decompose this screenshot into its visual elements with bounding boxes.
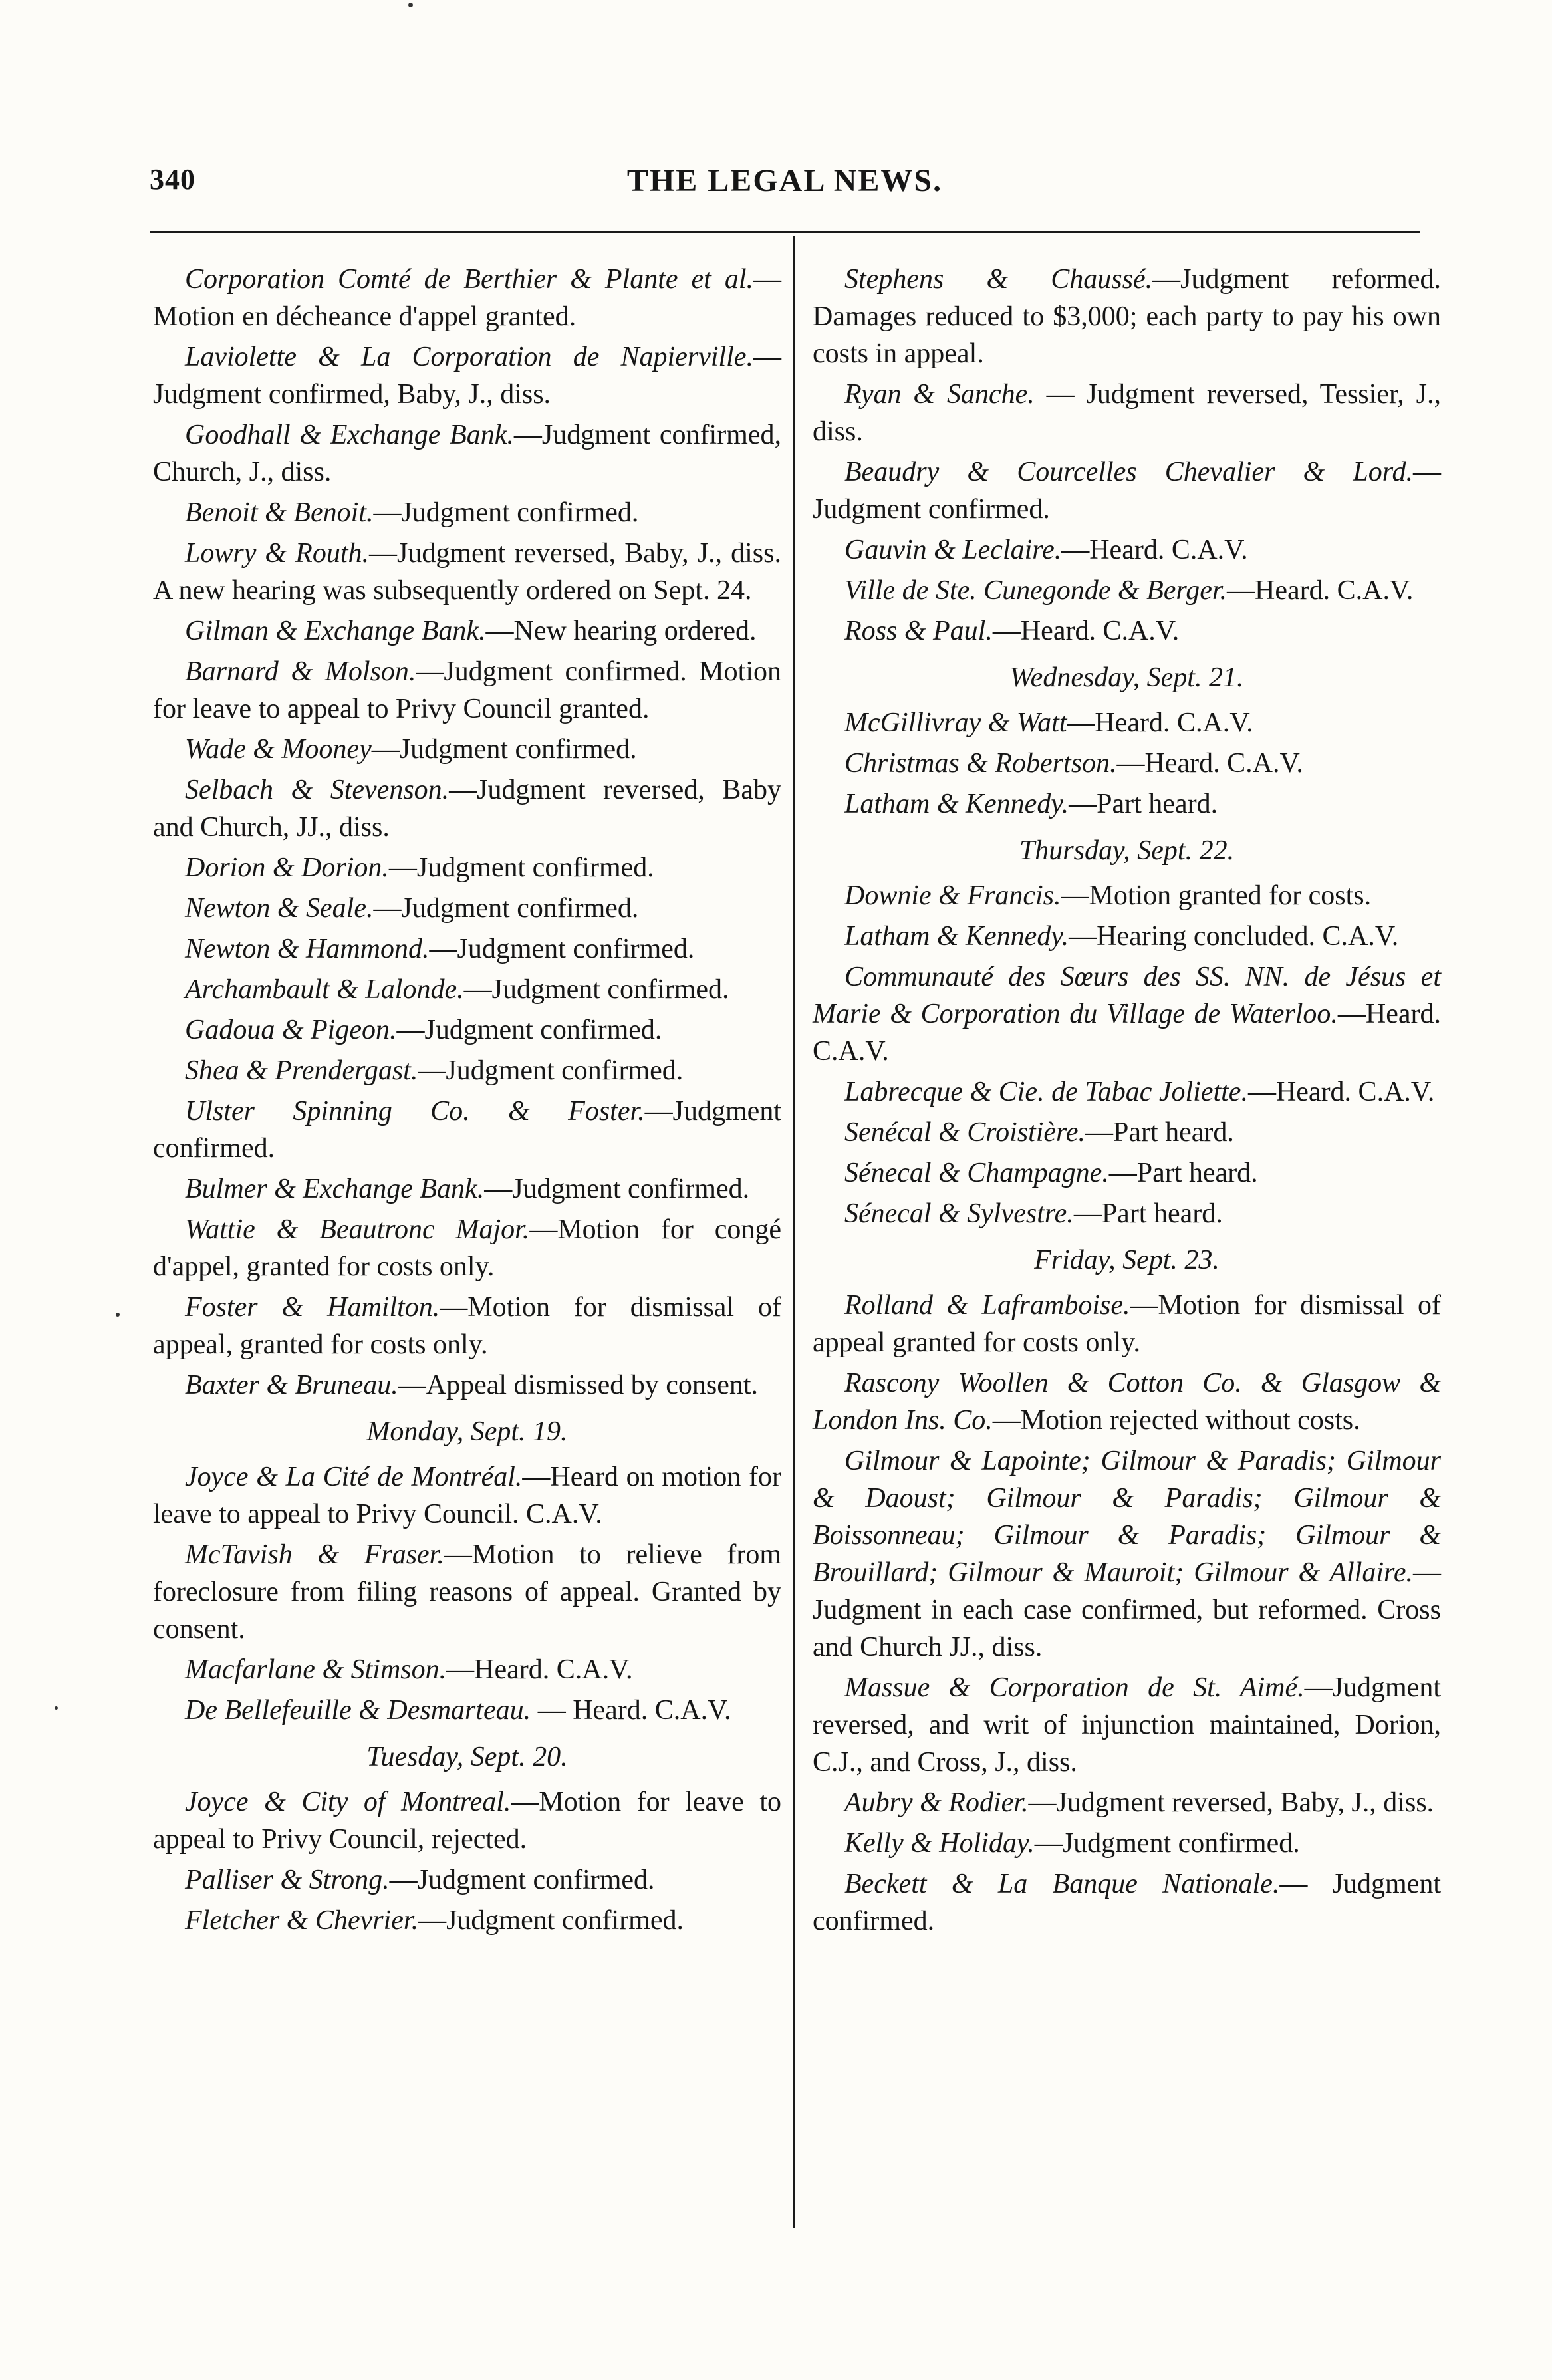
ruling-text: —Judgment reversed, Baby and Church, JJ., diss.: [153, 775, 781, 843]
case-entry: [153, 1458, 781, 1533]
case-entry: [153, 416, 781, 491]
ruling-text: —Appeal dismissed by consent.: [398, 1370, 759, 1400]
case-name: Downie & Francis.: [844, 880, 1061, 911]
ruling-text: —Heard. C.A.V.: [1247, 1077, 1435, 1107]
case-name: Baxter & Bruneau.: [185, 1370, 398, 1400]
case-name: Rolland & Laframboise.: [844, 1290, 1130, 1321]
ruling-text: —Judgment confirmed.: [396, 1015, 662, 1045]
case-entry: [153, 771, 781, 846]
case-entry: [153, 612, 781, 650]
ruling-text: —Judgment reversed, and writ of injunction maintained, Dorion, C.J., and Cross, J., diss.: [813, 1672, 1441, 1778]
ruling-text: —Motion for leave to appeal to Privy Council, rejected.: [153, 1787, 781, 1855]
case-name: Rascony Woollen & Cotton Co. & Glasgow & London Ins. Co.: [813, 1368, 1441, 1436]
case-name: Aubry & Rodier.: [844, 1787, 1029, 1818]
case-name: Newton & Hammond.: [185, 934, 430, 964]
case-name: Newton & Seale.: [185, 893, 374, 924]
ruling-text: —Judgment confirmed.: [1034, 1828, 1300, 1859]
case-entry: [813, 531, 1441, 569]
case-entry: [153, 849, 781, 886]
ruling-text: —Hearing concluded. C.A.V.: [1069, 921, 1399, 952]
case-entry: [813, 1825, 1441, 1862]
case-name: Latham & Kennedy.: [844, 789, 1069, 819]
ruling-text: —Heard. C.A.V.: [813, 999, 1441, 1067]
ruling-text: —Judgment reversed, Baby, J., diss. A new hearing was subsequently ordered on Sept. 24.: [153, 538, 781, 606]
case-entry: [153, 731, 781, 768]
case-name: Massue & Corporation de St. Aimé.: [844, 1672, 1305, 1703]
case-entry: [153, 535, 781, 609]
ruling-text: — Heard. C.A.V.: [531, 1695, 731, 1726]
page-number: 340: [150, 163, 195, 196]
case-entry: [813, 1287, 1441, 1361]
case-entry: [153, 653, 781, 727]
case-entry: [153, 1536, 781, 1648]
ruling-text: —Heard. C.A.V.: [1116, 748, 1303, 779]
ruling-text: —Judgment confirmed.: [418, 1905, 684, 1936]
case-name: Ulster Spinning Co. & Foster.: [185, 1096, 645, 1126]
case-name: Ross & Paul.: [844, 616, 993, 646]
case-entry: [153, 1902, 781, 1939]
case-name: Sénecal & Sylvestre.: [844, 1198, 1074, 1229]
case-name: Ryan & Sanche.: [844, 379, 1035, 410]
ruling-text: —Part heard.: [1069, 789, 1218, 819]
case-name: Gadoua & Pigeon.: [185, 1015, 397, 1045]
ruling-text: —Motion granted for costs.: [1061, 880, 1372, 911]
ruling-text: —Heard. C.A.V.: [1061, 535, 1248, 565]
case-entry: [813, 785, 1441, 823]
case-name: Beckett & La Banque Nationale.: [844, 1869, 1280, 1899]
ruling-text: —Heard. C.A.V.: [446, 1654, 633, 1685]
header-rule: [150, 231, 1420, 233]
case-name: Wattie & Beautronc Major.: [185, 1214, 530, 1245]
ruling-text: —Motion en décheance d'appel granted.: [153, 264, 781, 332]
ruling-text: —New hearing ordered.: [485, 616, 757, 646]
case-entry: [813, 376, 1441, 450]
date-heading: Monday, Sept. 19.: [366, 1416, 568, 1447]
case-entry: [153, 1011, 781, 1049]
ruling-text: —Judgment confirmed. Motion for leave to appeal to Privy Council granted.: [153, 656, 781, 724]
case-name: Communauté des Sœurs des SS. NN. de Jésus et Marie & Corporation du Village de Waterloo.: [813, 962, 1441, 1029]
case-name: Wade & Mooney: [185, 734, 372, 765]
case-entry: [813, 1669, 1441, 1781]
ruling-text: —Motion for dismissal of appeal, granted for costs only.: [153, 1292, 781, 1360]
ruling-text: —Judgment confirmed.: [389, 1865, 655, 1895]
case-name: Archambault & Lalonde.: [185, 974, 464, 1005]
ruling-text: —Part heard.: [1085, 1117, 1234, 1148]
case-name: Joyce & La Cité de Montréal.: [185, 1462, 523, 1492]
case-name: Goodhall & Exchange Bank.: [185, 420, 514, 450]
ruling-text: —Judgment reformed. Damages reduced to $3,000; each party to pay his own costs in appeal.: [813, 264, 1441, 369]
case-entry: [813, 1865, 1441, 1940]
ruling-text: — Judgment reversed, Tessier, J., diss.: [813, 379, 1441, 447]
ruling-text: —Motion for congé d'appel, granted for costs only.: [153, 1214, 781, 1282]
case-entry: [153, 1367, 781, 1404]
case-name: Kelly & Holiday.: [844, 1828, 1035, 1859]
case-entry: [813, 261, 1441, 372]
case-entry: [813, 1195, 1441, 1232]
ruling-text: —Judgment confirmed.: [463, 974, 729, 1005]
print-speck: [55, 1706, 58, 1710]
case-name: Bulmer & Exchange Bank.: [185, 1174, 485, 1204]
case-name: Gilmour & Lapointe; Gilmour & Paradis; Gilmour & Daoust; Gilmour & Paradis; Gilmour & Boissonneau; Gilmour & Paradis; Gilmour & Brouillard; Gilmour & Mauroit; Gilmour & Allaire.: [813, 1446, 1441, 1588]
case-name: Latham & Kennedy.: [844, 921, 1069, 952]
case-name: Beaudry & Courcelles Chevalier & Lord.: [844, 457, 1413, 487]
case-name: Palliser & Strong.: [185, 1865, 390, 1895]
case-entry: [813, 454, 1441, 528]
ruling-text: —Judgment confirmed.: [153, 1096, 781, 1164]
case-entry: [153, 1052, 781, 1089]
page-header: [150, 162, 1420, 209]
date-heading: Wednesday, Sept. 21.: [1009, 662, 1244, 693]
case-entry: [813, 877, 1441, 914]
case-entry: [153, 494, 781, 531]
case-name: Gauvin & Leclaire.: [844, 535, 1062, 565]
case-entry: [153, 930, 781, 968]
case-name: Benoit & Benoit.: [185, 497, 374, 528]
case-name: Ville de Ste. Cunegonde & Berger.: [844, 575, 1228, 606]
ruling-text: —Motion rejected without costs.: [992, 1405, 1360, 1436]
case-entry: [153, 1784, 781, 1858]
ruling-text: —Judgment confirmed.: [813, 457, 1441, 525]
case-entry: [153, 261, 781, 335]
ruling-text: —Part heard.: [1108, 1158, 1258, 1188]
case-entry: [153, 1093, 781, 1167]
ruling-text: —Judgment confirmed.: [429, 934, 695, 964]
date-heading: Tuesday, Sept. 20.: [366, 1742, 568, 1772]
case-entry: [153, 1211, 781, 1285]
date-heading: Thursday, Sept. 22.: [1019, 835, 1235, 866]
case-entry: [153, 1170, 781, 1208]
case-name: Senécal & Croistière.: [844, 1117, 1085, 1148]
case-name: Gilman & Exchange Bank.: [185, 616, 486, 646]
ruling-text: —Heard. C.A.V.: [1067, 708, 1253, 738]
ruling-text: — Judgment confirmed.: [813, 1869, 1442, 1936]
case-name: Macfarlane & Stimson.: [185, 1654, 447, 1685]
case-name: Shea & Prendergast.: [185, 1055, 418, 1086]
case-entry: [813, 1154, 1441, 1192]
case-name: Stephens & Chaussé.: [844, 264, 1153, 295]
print-speck: [408, 3, 413, 7]
print-speck: [116, 1313, 120, 1317]
ruling-text: —Heard. C.A.V.: [1227, 575, 1414, 606]
ruling-text: —Heard. C.A.V.: [992, 616, 1180, 646]
case-entry: [813, 1442, 1441, 1666]
case-name: Laviolette & La Corporation de Napierville.: [185, 342, 753, 372]
case-entry: [153, 971, 781, 1008]
case-entry: [153, 338, 781, 413]
case-name: McGillivray & Watt: [844, 708, 1067, 738]
case-entry: [153, 1692, 781, 1729]
case-entry: [813, 1073, 1441, 1111]
column-divider: [793, 236, 795, 2228]
ruling-text: —Judgment confirmed.: [373, 893, 639, 924]
ruling-text: —Judgment confirmed.: [371, 734, 637, 765]
case-entry: [813, 1365, 1441, 1439]
case-name: Fletcher & Chevrier.: [185, 1905, 419, 1936]
running-title: THE LEGAL NEWS.: [626, 163, 943, 198]
case-name: Foster & Hamilton.: [185, 1292, 440, 1323]
ruling-text: —Judgment in each case confirmed, but reformed. Cross and Church JJ., diss.: [813, 1557, 1441, 1662]
ruling-text: —Heard on motion for leave to appeal to Privy Council. C.A.V.: [153, 1462, 781, 1529]
ruling-text: —Motion to relieve from foreclosure from filing reasons of appeal. Granted by consent.: [153, 1539, 781, 1645]
case-entry: [153, 1651, 781, 1688]
case-name: Lowry & Routh.: [185, 538, 369, 569]
case-entry: [813, 1784, 1441, 1821]
left-column: [153, 261, 781, 1942]
case-entry: [813, 745, 1441, 782]
date-heading: Friday, Sept. 23.: [1034, 1245, 1220, 1275]
case-name: Dorion & Dorion.: [185, 853, 389, 883]
case-name: Barnard & Molson.: [185, 656, 416, 687]
case-entry: [813, 704, 1441, 741]
case-name: Selbach & Stevenson.: [185, 775, 450, 805]
case-entry: [813, 918, 1441, 955]
ruling-text: —Part heard.: [1073, 1198, 1223, 1229]
case-name: McTavish & Fraser.: [185, 1539, 444, 1570]
ruling-text: —Judgment reversed, Baby, J., diss.: [1028, 1787, 1434, 1818]
case-entry: [153, 890, 781, 927]
ruling-text: —Judgment confirmed.: [388, 853, 654, 883]
ruling-text: —Judgment confirmed.: [418, 1055, 684, 1086]
ruling-text: —Motion for dismissal of appeal granted for costs only.: [813, 1290, 1441, 1358]
case-entry: [153, 1861, 781, 1899]
case-name: Joyce & City of Montreal.: [185, 1787, 511, 1817]
case-entry: [813, 572, 1441, 609]
ruling-text: —Judgment confirmed.: [484, 1174, 750, 1204]
case-entry: [153, 1289, 781, 1363]
case-name: De Bellefeuille & Desmarteau.: [185, 1695, 531, 1726]
right-column: [813, 261, 1441, 1943]
ruling-text: —Judgment confirmed.: [373, 497, 639, 528]
case-name: Sénecal & Champagne.: [844, 1158, 1109, 1188]
case-entry: [813, 958, 1441, 1070]
case-name: Christmas & Robertson.: [844, 748, 1117, 779]
ruling-text: —Judgment confirmed, Church, J., diss.: [153, 420, 781, 487]
case-name: Labrecque & Cie. de Tabac Joliette.: [844, 1077, 1248, 1107]
case-entry: [813, 612, 1441, 650]
ruling-text: —Judgment confirmed, Baby, J., diss.: [153, 342, 781, 410]
case-name: Corporation Comté de Berthier & Plante et al.: [185, 264, 753, 295]
case-entry: [813, 1114, 1441, 1151]
